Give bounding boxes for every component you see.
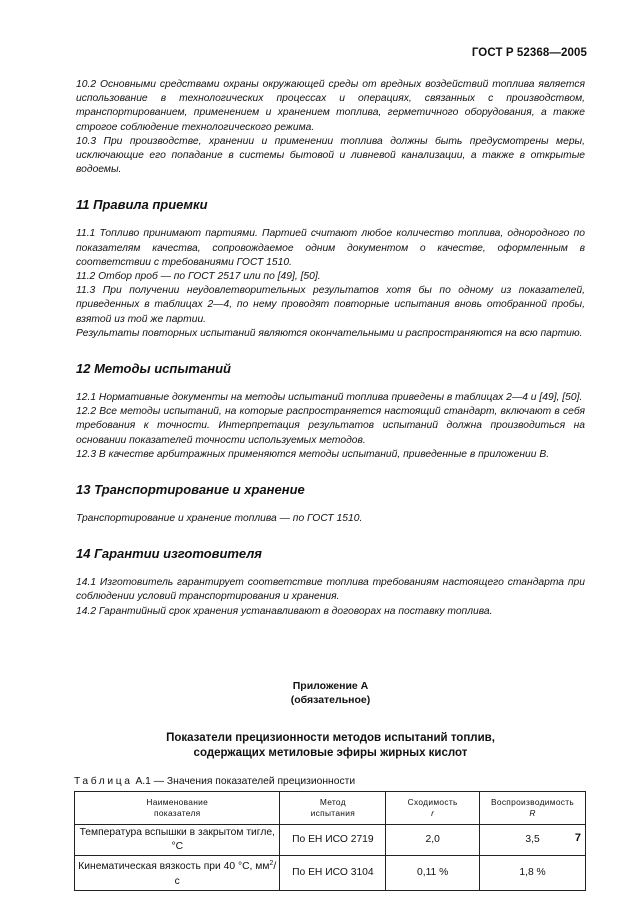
annex-label: Приложение А bbox=[292, 679, 369, 692]
annex-title-line1: Показатели прецизионности методов испытаний топлив, bbox=[166, 731, 495, 744]
table-caption-prefix: Таблица bbox=[74, 775, 133, 787]
page-number: 7 bbox=[574, 832, 581, 844]
table-header-row bbox=[75, 792, 586, 825]
paragraph-11-3: 11.3 При получении неудовлетворительных результатов хотя бы по одному из показателей, приведенных в таблицах 2—4, по нему проводят повторные испытания вновь отобранной пробы, взятой из той же партии. bbox=[76, 285, 585, 325]
paragraph-13: Транспортирование и хранение топлива — по ГОСТ 1510. bbox=[76, 513, 363, 525]
annex-title-line2: содержащих метиловые эфиры жирных кислот bbox=[193, 746, 468, 759]
paragraph-10-2: 10.2 Основными средствами охраны окружающей среды от вредных воздействий топлива является использование в технологических процессах и операциях, связанных с производством, транспортированием, применением и хранением топлива, герметичного оборудования, а также строгое соблюдение технологического режима. bbox=[76, 79, 585, 133]
page-content bbox=[76, 78, 585, 891]
annex-title bbox=[76, 731, 585, 761]
cell-name: Температура вспышки в закрытом тигле, °С bbox=[75, 825, 280, 856]
table-row bbox=[75, 856, 586, 890]
paragraph-11-3-cont: Результаты повторных испытаний являются окончательными и распространяются на всю партию. bbox=[76, 327, 583, 339]
table-caption bbox=[74, 775, 585, 789]
paragraph-12-1: 12.1 Нормативные документы на методы испытаний топлива приведены в таблицах 2—4 и [49], [50]. bbox=[76, 392, 583, 404]
cell-R: 1,8 % bbox=[480, 856, 586, 890]
page-header: ГОСТ Р 52368—2005 bbox=[471, 47, 587, 59]
annex-status: (обязательное) bbox=[290, 693, 371, 706]
paragraph-14-2: 14.2 Гарантийный срок хранения устанавливают в договорах на поставку топлива. bbox=[76, 605, 493, 617]
section-11-title: 11 Правила приемки bbox=[76, 197, 208, 213]
section-13 bbox=[76, 512, 585, 526]
paragraph-10-3: 10.3 При производстве, хранении и применении топлива должны быть предусмотрены меры, исключающие его попадание в системы бытовой и ливневой канализации, а также в открытые водоемы. bbox=[76, 135, 585, 176]
annex-heading bbox=[76, 679, 585, 707]
table-caption-text: А.1 — Значения показателей прецизионности bbox=[132, 775, 356, 787]
cell-r: 0,11 % bbox=[386, 856, 480, 890]
section-10 bbox=[76, 78, 585, 177]
cell-r: 2,0 bbox=[386, 825, 480, 856]
section-13-title: 13 Транспортирование и хранение bbox=[76, 482, 305, 498]
section-12-title: 12 Методы испытаний bbox=[76, 361, 231, 377]
cell-method: По ЕН ИСО 3104 bbox=[280, 856, 386, 890]
table-row bbox=[75, 825, 586, 856]
cell-method: По ЕН ИСО 2719 bbox=[280, 825, 386, 856]
header-repeatability: Сходимость r bbox=[386, 792, 480, 825]
header-reproducibility: Воспроизводимость R bbox=[480, 792, 586, 825]
paragraph-14-1: 14.1 Изготовитель гарантирует соответствие топлива требованиям настоящего стандарта при соблюдении условий транспортирования и хранения. bbox=[76, 577, 585, 603]
section-14 bbox=[76, 576, 585, 619]
paragraph-12-3: 12.3 В качестве арбитражных применяются методы испытаний, приведенные в приложении В. bbox=[76, 448, 550, 460]
section-12 bbox=[76, 391, 585, 462]
paragraph-11-2: 11.2 Отбор проб — по ГОСТ 2517 или по [49], [50]. bbox=[76, 271, 321, 283]
paragraph-11-1: 11.1 Топливо принимают партиями. Партией считают любое количество топлива, однородного по показателям качества, сопровождаемое одним документом о качестве, оформленным в соответствии с требованиями ГОСТ 1510. bbox=[76, 228, 585, 268]
cell-name: Кинематическая вязкость при 40 °С, $мм^2/с$ bbox=[75, 856, 280, 890]
precision-table bbox=[74, 791, 586, 891]
section-14-title: 14 Гарантии изготовителя bbox=[76, 546, 262, 562]
header-name: Наименование показателя bbox=[75, 792, 280, 825]
cell-R: 3,5 bbox=[480, 825, 586, 856]
header-method: Метод испытания bbox=[280, 792, 386, 825]
paragraph-12-2: 12.2 Все методы испытаний, на которые распространяется настоящий стандарт, включают в себя требования к точности. Интерпретация результатов испытаний должна производиться на основании показателей точности используемых методов. bbox=[76, 406, 585, 446]
section-11 bbox=[76, 227, 585, 341]
